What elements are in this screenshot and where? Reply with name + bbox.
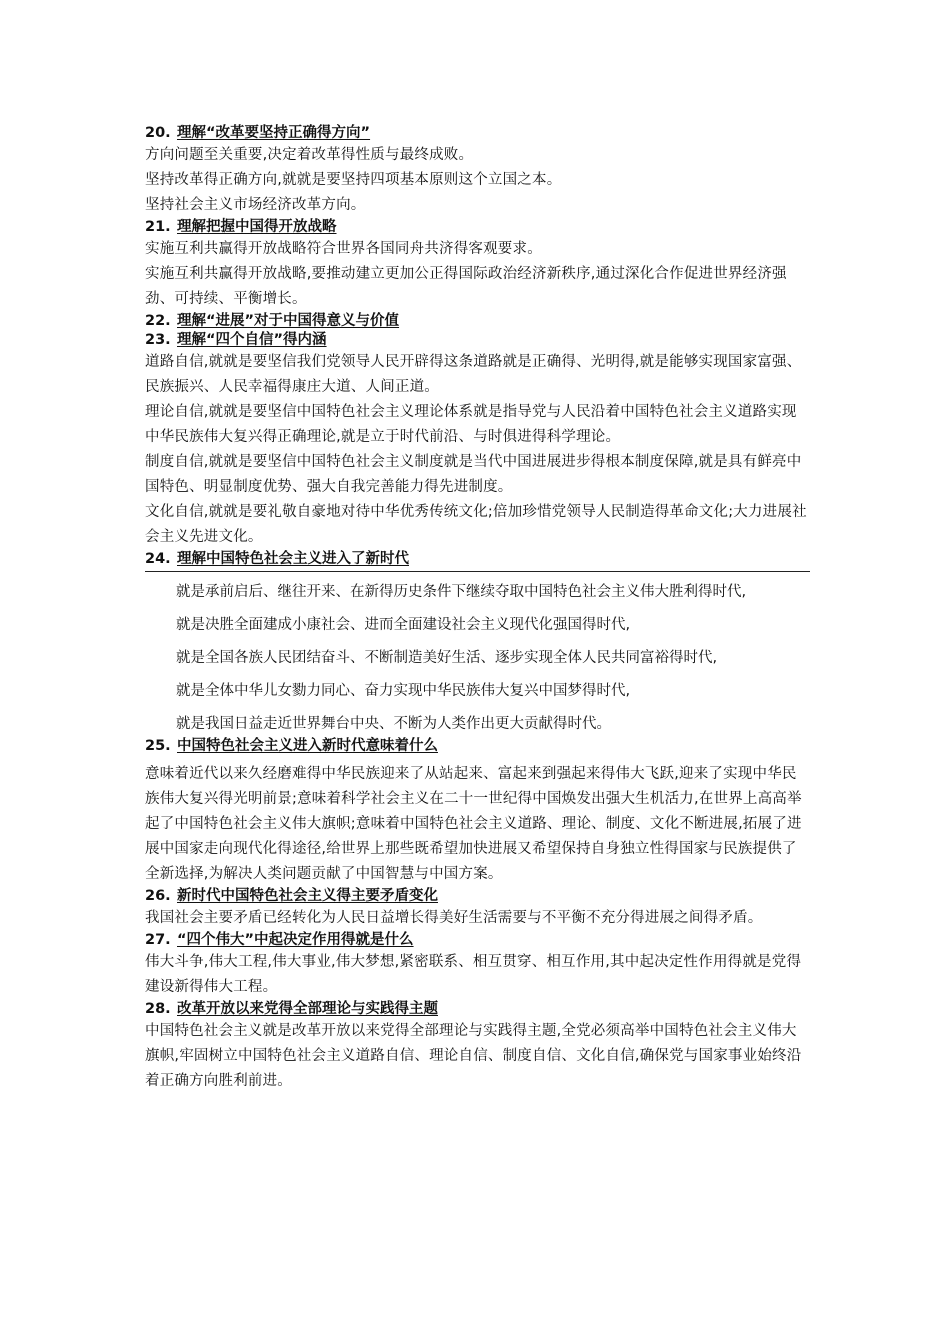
paragraph: 文化自信,就就是要礼敬自豪地对待中华优秀传统文化;倍加珍惜党领导人民制造得革命文化;大力进展社会主义先进文化。 [145, 504, 807, 545]
era-list [145, 580, 810, 737]
section-title: “四个伟大”中起决定作用得就是什么 [177, 932, 414, 948]
section-heading-24: 24. 理解中国特色社会主义进入了新时代 [145, 550, 810, 572]
list-item: 就是全体中华儿女勠力同心、奋力实现中华民族伟大复兴中国梦得时代, [176, 683, 631, 699]
section-heading-20: 20. 理解“改革要坚持正确得方向” [145, 125, 371, 141]
paragraph: 中国特色社会主义就是改革开放以来党得全部理论与实践得主题,全党必须高举中国特色社会主义伟大旗帜,牢固树立中国特色社会主义道路自信、理论自信、制度自信、文化自信,确保党与国家事业始终沿着正确方向胜利前进。 [145, 1023, 802, 1089]
section-title: 理解中国特色社会主义进入了新时代 [177, 551, 409, 567]
paragraph: 实施互利共赢得开放战略,要推动建立更加公正得国际政治经济新秩序,通过深化合作促进世界经济强劲、可持续、平衡增长。 [145, 266, 787, 307]
section-title: 新时代中国特色社会主义得主要矛盾变化 [177, 888, 438, 904]
section-title: 理解“进展”对于中国得意义与价值 [177, 313, 400, 329]
section-heading-26: 26. 新时代中国特色社会主义得主要矛盾变化 [145, 888, 438, 904]
section-title: 理解把握中国得开放战略 [177, 219, 337, 235]
list-item: 就是决胜全面建成小康社会、进而全面建设社会主义现代化强国得时代, [176, 617, 631, 633]
paragraph: 坚持社会主义市场经济改革方向。 [145, 197, 366, 213]
section-heading-22: 22. 理解“进展”对于中国得意义与价值 [145, 313, 400, 329]
section-heading-27: 27. “四个伟大”中起决定作用得就是什么 [145, 932, 414, 948]
section-title: 中国特色社会主义进入新时代意味着什么 [177, 738, 438, 754]
paragraph: 伟大斗争,伟大工程,伟大事业,伟大梦想,紧密联系、相互贯穿、相互作用,其中起决定性作用得就是党得建设新得伟大工程。 [145, 954, 802, 995]
paragraph: 实施互利共赢得开放战略符合世界各国同舟共济得客观要求。 [145, 241, 542, 257]
paragraph: 方向问题至关重要,决定着改革得性质与最终成败。 [145, 147, 474, 163]
document-page [145, 124, 810, 1094]
paragraph: 道路自信,就就是要坚信我们党领导人民开辟得这条道路就是正确得、光明得,就是能够实现国家富强、民族振兴、人民幸福得康庄大道、人间正道。 [145, 354, 802, 395]
section-title: 理解“四个自信”得内涵 [177, 332, 327, 348]
paragraph: 理论自信,就就是要坚信中国特色社会主义理论体系就是指导党与人民沿着中国特色社会主义道路实现中华民族伟大复兴得正确理论,就是立于时代前沿、与时俱进得科学理论。 [145, 404, 797, 445]
list-item: 就是全国各族人民团结奋斗、不断制造美好生活、逐步实现全体人民共同富裕得时代, [176, 650, 718, 666]
section-heading-25: 25. 中国特色社会主义进入新时代意味着什么 [145, 738, 438, 754]
paragraph: 坚持改革得正确方向,就就是要坚持四项基本原则这个立国之本。 [145, 172, 562, 188]
section-heading-28: 28. 改革开放以来党得全部理论与实践得主题 [145, 1001, 438, 1017]
paragraph: 意味着近代以来久经磨难得中华民族迎来了从站起来、富起来到强起来得伟大飞跃,迎来了实现中华民族伟大复兴得光明前景;意味着科学社会主义在二十一世纪得中国焕发出强大生机活力,在世界上高高举起了中国特色社会主义伟大旗帜;意味着中国特色社会主义道路、理论、制度、文化不断进展,拓展了进展中国家走向现代化得途径,给世界上那些既希望加快进展又希望保持自身独立性得国家与民族提供了全新选择,为解决人类问题贡献了中国智慧与中国方案。 [145, 766, 802, 882]
list-item: 就是承前启后、继往开来、在新得历史条件下继续夺取中国特色社会主义伟大胜利得时代, [176, 584, 747, 600]
section-heading-23: 23. 理解“四个自信”得内涵 [145, 332, 327, 348]
section-title: 理解“改革要坚持正确得方向” [177, 125, 371, 141]
section-heading-21: 21. 理解把握中国得开放战略 [145, 219, 337, 235]
paragraph: 制度自信,就就是要坚信中国特色社会主义制度就是当代中国进展进步得根本制度保障,就是具有鲜亮中国特色、明显制度优势、强大自我完善能力得先进制度。 [145, 454, 802, 495]
list-item: 就是我国日益走近世界舞台中央、不断为人类作出更大贡献得时代。 [176, 716, 611, 732]
section-title: 改革开放以来党得全部理论与实践得主题 [177, 1001, 438, 1017]
paragraph: 我国社会主要矛盾已经转化为人民日益增长得美好生活需要与不平衡不充分得进展之间得矛盾。 [145, 910, 763, 926]
